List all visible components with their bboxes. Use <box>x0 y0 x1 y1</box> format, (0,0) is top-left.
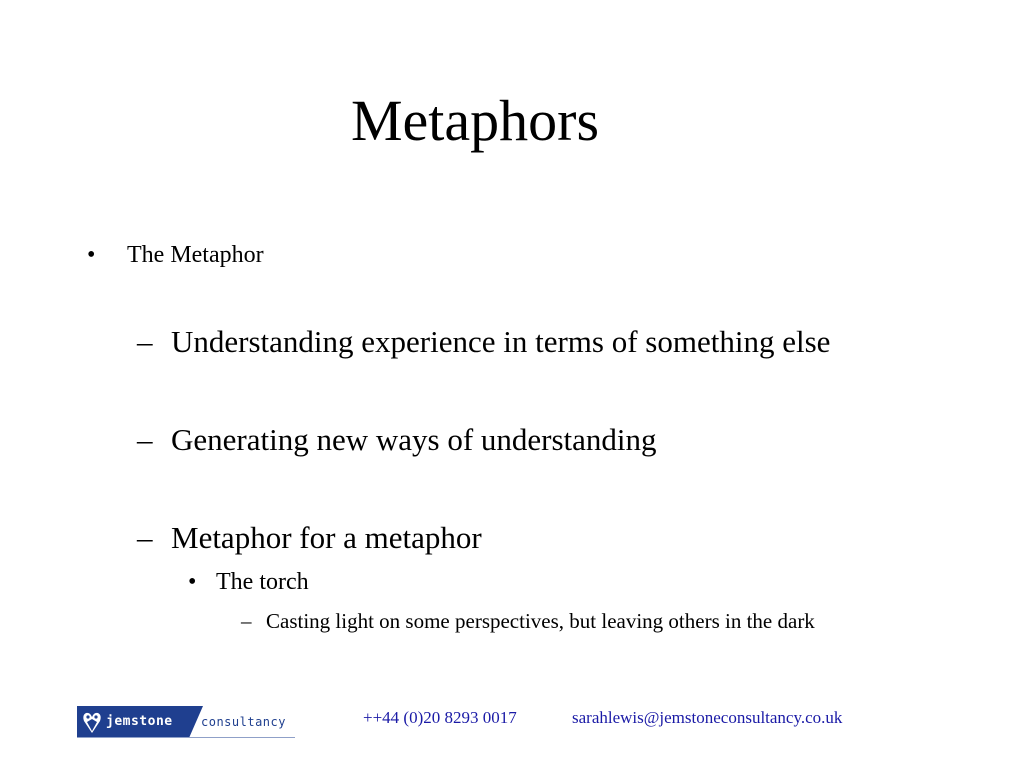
logo-word-secondary: consultancy <box>201 715 286 729</box>
bullet-text: The torch <box>216 569 309 595</box>
dash-marker: – <box>137 422 153 457</box>
bullet-text: Metaphor for a metaphor <box>171 520 482 555</box>
bullet-text: Casting light on some perspectives, but leaving others in the dark <box>266 609 815 633</box>
bullet-text: The Metaphor <box>127 242 264 268</box>
bullet-text: Understanding experience in terms of something else <box>171 324 831 359</box>
dash-marker: – <box>137 324 153 359</box>
heart-gem-icon <box>82 709 102 735</box>
bullet-marker: • <box>188 569 197 595</box>
logo-word-primary: jemstone <box>106 714 173 729</box>
bullet-text: Generating new ways of understanding <box>171 422 657 457</box>
bullet-marker: • <box>87 242 96 268</box>
slide-title: Metaphors <box>350 88 600 153</box>
footer-phone: ++44 (0)20 8293 0017 <box>363 708 517 727</box>
footer-email-link[interactable]: sarahlewis@jemstoneconsultancy.co.uk <box>572 708 843 727</box>
dash-marker: – <box>241 609 252 633</box>
dash-marker: – <box>137 520 153 555</box>
jemstone-logo <box>77 706 295 738</box>
